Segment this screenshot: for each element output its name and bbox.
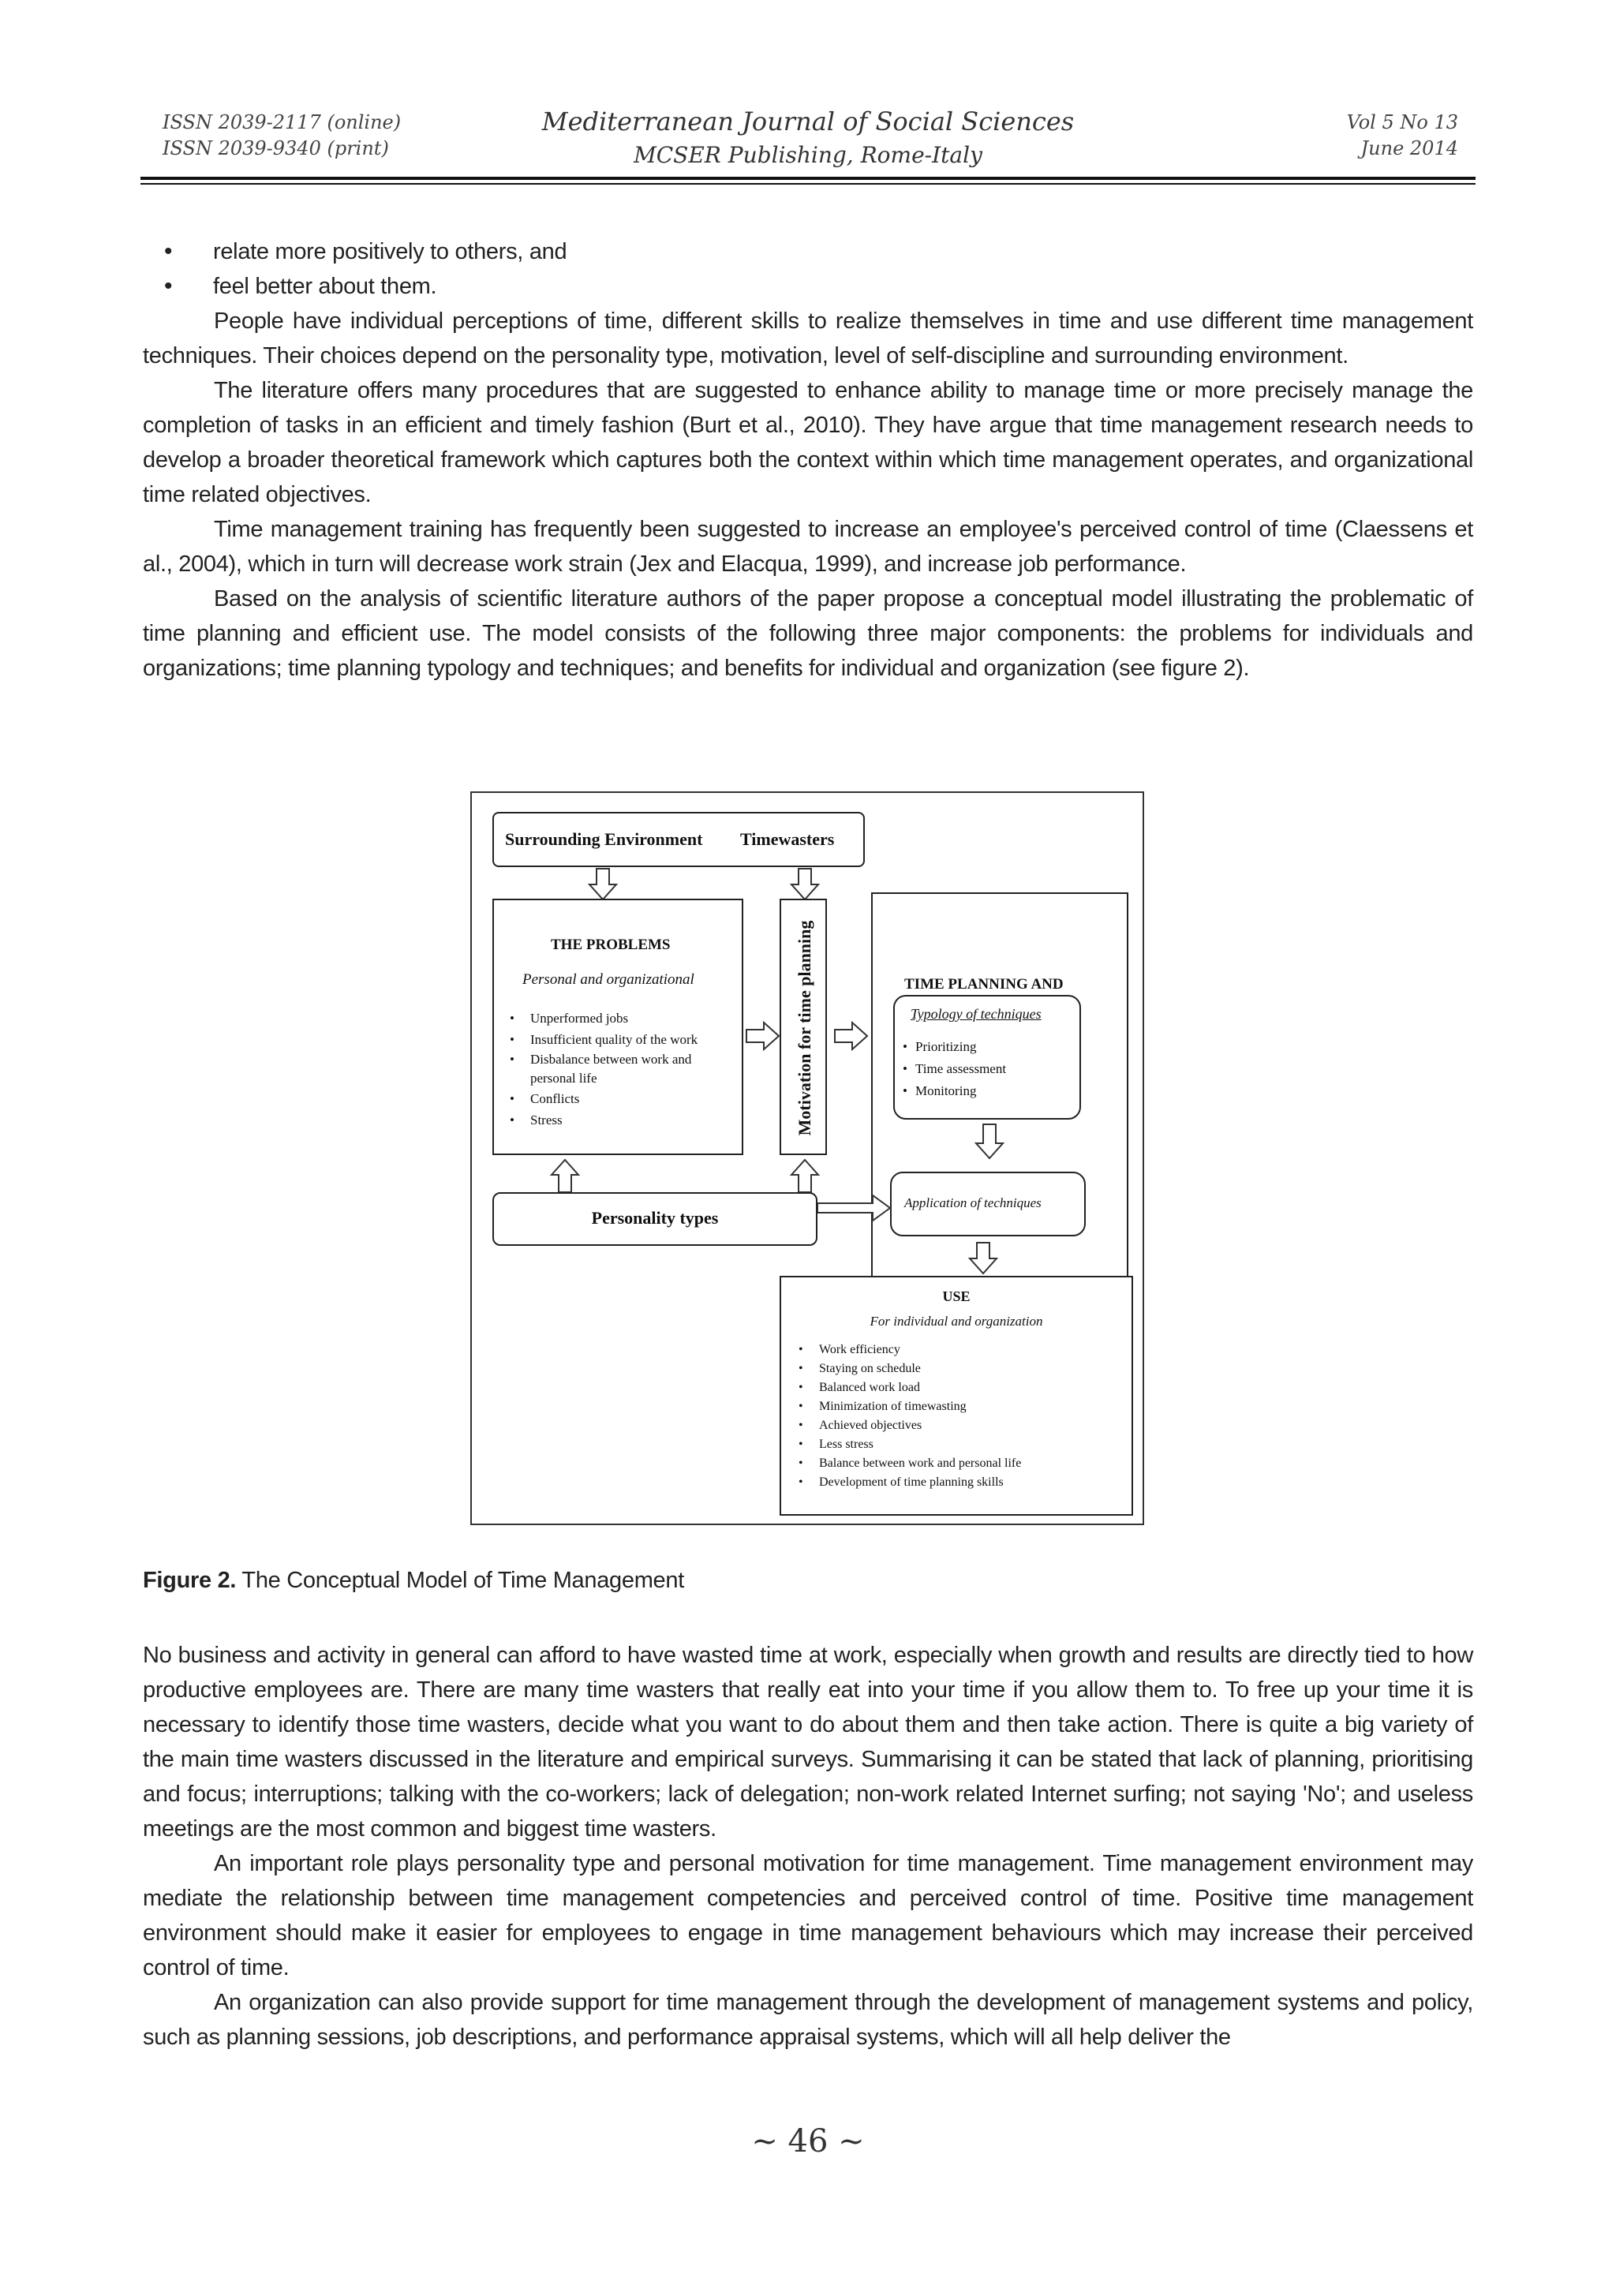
use-item: • Achieved objectives [795,1416,1021,1435]
use-item: • Minimization of timewasting [795,1397,1021,1416]
typology-box [893,995,1081,1120]
paragraph: Based on the analysis of scientific literature authors of the paper propose a conceptual model illustrating the problematic of time planning and efficient use. The model consists of the following three major components: the problems for individuals and organizations; time planning typology and techniques; and benefits for individual and organization (see figure 2). [143,586,1473,681]
body-bottom [143,1638,1473,2055]
typology-item: • Time assessment [900,1058,1006,1080]
use-item: • Staying on schedule [795,1359,1021,1378]
paragraph: Time management training has frequently been suggested to increase an employee's perceived control of time (Claessens et al., 2004), which in turn will decrease work strain (Jex and Elacqua, 1999), and increase job performance. [143,517,1473,577]
problem-item: • Disbalance between work and personal life [507,1050,735,1088]
up-arrow-icon [789,1157,821,1194]
down-arrow-icon [967,1241,999,1276]
bullet-item: • feel better about them. [213,269,567,304]
journal-title: Mediterranean Journal of Social Sciences [541,107,1075,136]
problems-subtitle: Personal and organizational [522,971,694,988]
problems-title: THE PROBLEMS [551,937,671,953]
header-rule-thick [140,177,1476,180]
application-label: Application of techniques [904,1195,1042,1210]
problems-box [492,899,743,1155]
right-arrow-icon [745,1020,781,1052]
caption-text: The Conceptual Model of Time Management [241,1568,684,1593]
problems-list [507,1008,735,1131]
personality-box [492,1192,817,1246]
use-item: • Development of time planning skills [795,1473,1021,1492]
paragraph: An organization can also provide support for time management through the development of management systems and policy, such as planning sessions, job descriptions, and performance appraisal systems, which will all help deliver the [143,1990,1473,2050]
bullet-list [213,234,567,304]
conceptual-model-figure [470,791,1144,1525]
volume: Vol 5 No 13 [1346,111,1458,133]
problem-item: • Conflicts [507,1088,735,1109]
right-arrow-icon [833,1020,870,1052]
problem-item: • Insufficient quality of the work [507,1029,735,1050]
typology-list [900,1036,1006,1102]
motivation-box [780,899,827,1155]
typology-title: Typology of techniques [911,1006,1042,1022]
bullet-item: • relate more positively to others, and [213,234,567,269]
problem-item: • Unperformed jobs [507,1008,735,1029]
use-item: • Work efficiency [795,1341,1021,1359]
environment-box [492,812,865,867]
body-top [143,304,1473,686]
issn-print: ISSN 2039-9340 (print) [163,137,389,159]
down-arrow-icon [789,867,821,902]
header-rule-thin [140,183,1476,185]
figure-caption [143,1568,684,1594]
up-arrow-icon [549,1157,581,1194]
paragraph: An important role plays personality type and personal motivation for time management. Time management environment may mediate the relationship between time management competencies and perceived control of time. Positive time management environment should make it easier for employees to engage in time management behaviours which may increase their perceived control of time. [143,1851,1473,1980]
personality-label: Personality types [591,1208,719,1228]
paragraph: No business and activity in general can afford to have wasted time at work, especially when growth and results are directly tied to how productive employees are. There are many time wasters that really eat into your time if you allow them to. To free up your time it is necessary to identify those time wasters, decide what you want to do about them and then take action. There is quite a big variety of the main time wasters discussed in the literature and empirical surveys. Summarising it can be stated that lack of planning, prioritising and focus; interruptions; talking with the co-workers; lack of delegation; non-work related Internet surfing; not saying 'No'; and useless meetings are the most common and biggest time wasters. [143,1643,1473,1842]
caption-label: Figure 2. [143,1568,237,1593]
right-arrow-icon [817,1192,893,1224]
use-box [780,1276,1133,1516]
problem-item: • Stress [507,1109,735,1131]
down-arrow-icon [974,1123,1005,1161]
environment-label: Surrounding Environment [505,829,703,849]
motivation-label: Motivation for time planning [795,920,814,1136]
publisher: MCSER Publishing, Rome-Italy [634,142,982,168]
use-item: • Less stress [795,1435,1021,1454]
use-subtitle: For individual and organization [870,1314,1043,1329]
use-title: USE [942,1288,971,1304]
down-arrow-icon [587,867,619,902]
use-item: • Balance between work and personal life [795,1454,1021,1473]
issue-date: June 2014 [1360,137,1458,159]
application-box [890,1172,1086,1236]
volume-block [1347,110,1458,162]
time-planning-title: TIME PLANNING AND [904,976,1064,993]
issn-online: ISSN 2039-2117 (online) [163,111,402,133]
typology-item: • Prioritizing [900,1036,1006,1058]
use-list [795,1341,1021,1492]
use-item: • Balanced work load [795,1378,1021,1397]
paragraph: People have individual perceptions of time, different skills to realize themselves in time and use different time management techniques. Their choices depend on the personality type, motivation, level of self-discipline and surrounding environment. [143,309,1473,368]
page-number: ~ 46 ~ [751,2123,865,2160]
paragraph: The literature offers many procedures that are suggested to enhance ability to manage time or more precisely manage the completion of tasks in an efficient and timely fashion (Burt et al., 2010). They have argue that time management research needs to develop a broader theoretical framework which captures both the context within which time management operates, and organizational time related objectives. [143,378,1473,507]
typology-item: • Monitoring [900,1080,1006,1102]
timewasters-label: Timewasters [740,829,835,849]
